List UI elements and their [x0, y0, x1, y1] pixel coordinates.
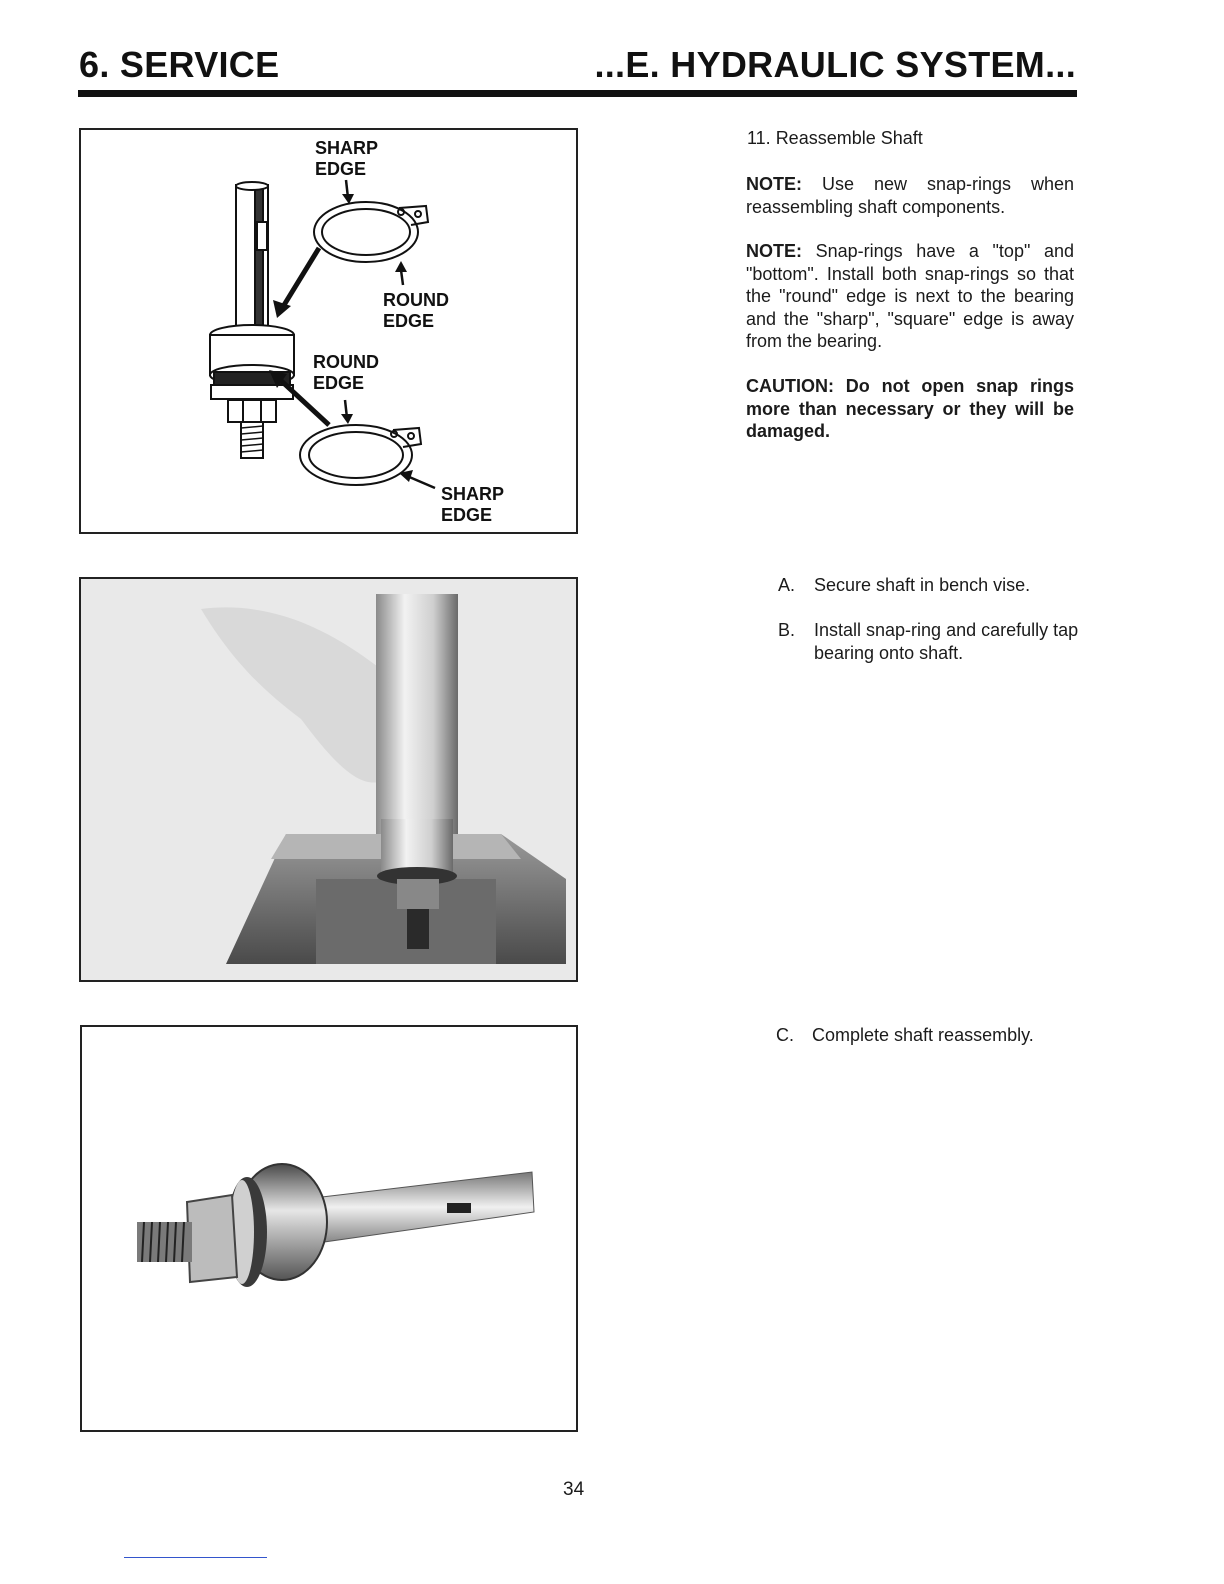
substep-b [778, 619, 1098, 669]
callout-round-edge-right: ROUND EDGE [383, 290, 449, 331]
photo-shaft-in-vise [79, 577, 578, 982]
subsection-title: ...E. HYDRAULIC SYSTEM... [594, 44, 1076, 85]
substep-a-letter: A. [778, 575, 796, 595]
note-new-snap-rings [746, 173, 1074, 218]
note2-label: NOTE: [746, 241, 802, 261]
reassembled-shaft-illustration [82, 1027, 576, 1430]
note-snap-ring-orientation [746, 240, 1074, 353]
page-number: 34 [563, 1479, 585, 1500]
note1-label: NOTE: [746, 174, 802, 194]
note2-body: Snap-rings have a "top" and "bottom". Install both snap-rings so that the "round" edge is next to the bearing and the "sharp", "square" edge is away from the bearing. [746, 241, 1074, 351]
substep-c-text: Complete shaft reassembly. [812, 1025, 1034, 1045]
section-title: 6. SERVICE [79, 44, 280, 85]
vise-photo-illustration [81, 579, 576, 980]
footer-link-underline [124, 1557, 267, 1558]
step-title: 11. Reassemble Shaft [747, 128, 923, 148]
substep-b-letter: B. [778, 620, 796, 640]
caution-text: CAUTION: Do not open snap rings more than necessary or they will be damaged. [746, 376, 1074, 441]
substep-a [778, 574, 1098, 604]
callout-sharp-edge-bottom: SHARP EDGE [441, 484, 505, 525]
note1-body: Use new snap-rings when reassembling shaft components. [746, 174, 1074, 217]
substep-b-text: Install snap-ring and carefully tap bearing onto shaft. [814, 620, 1079, 663]
figure-snap-ring-diagram [79, 128, 578, 534]
photo-reassembled-shaft [80, 1025, 578, 1432]
shaft-diagram-illustration [81, 130, 576, 532]
callout-round-edge-left: ROUND EDGE [313, 352, 379, 393]
substep-a-text: Secure shaft in bench vise. [814, 575, 1031, 595]
callout-sharp-edge-top: SHARP EDGE [315, 138, 379, 179]
substep-c [776, 1024, 1096, 1054]
substep-c-letter: C. [776, 1025, 794, 1045]
header-rule [78, 90, 1077, 97]
